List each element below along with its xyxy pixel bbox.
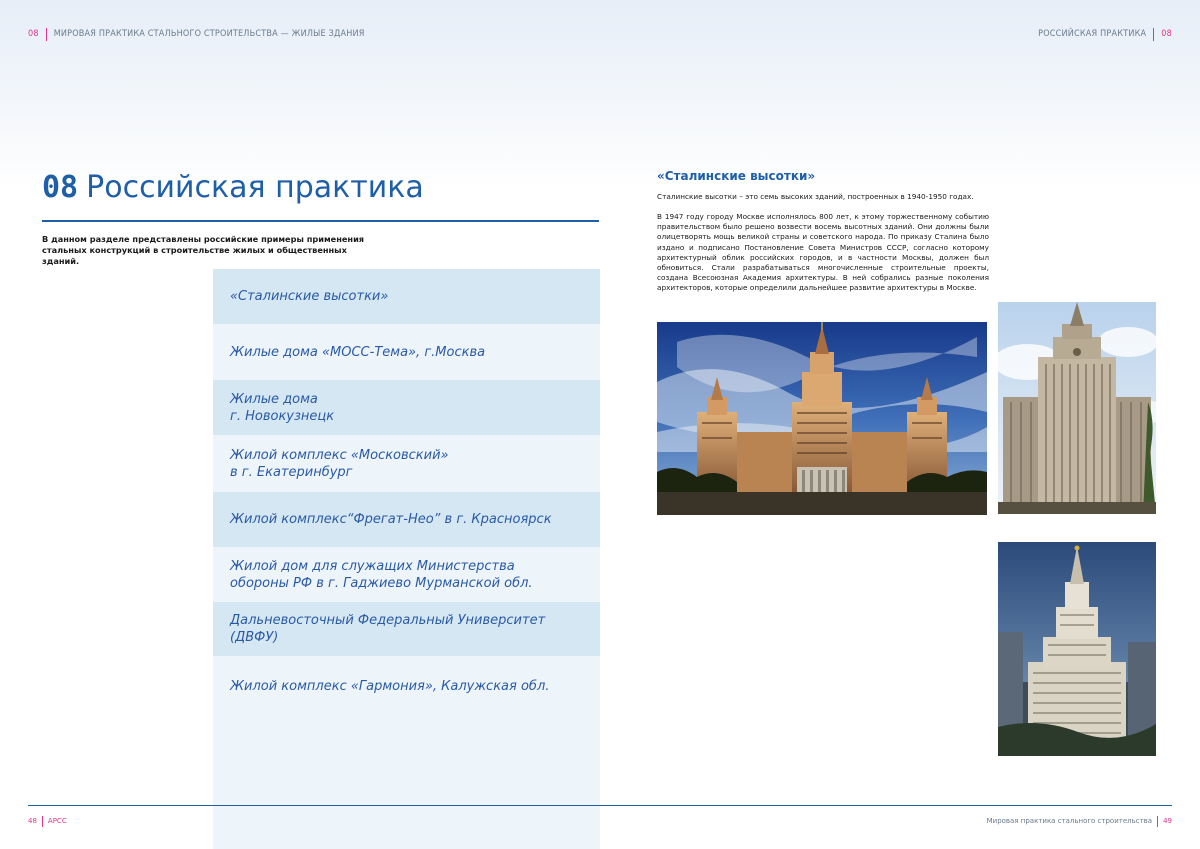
toc-item-label: Жилой комплекс «Гармония», Калужская обл. (230, 679, 550, 694)
section-toc (213, 269, 600, 849)
footer-publisher: АРСС (47, 817, 67, 825)
header-title: МИРОВАЯ ПРАКТИКА СТАЛЬНОГО СТРОИТЕЛЬСТВА — ЖИЛЫЕ ЗДАНИЯ (53, 29, 365, 39)
toc-item-label: Жилые дома г. Новокузнецк (230, 391, 335, 424)
footer-left (28, 815, 67, 827)
msu-building-photo (657, 322, 987, 515)
section-intro: В данном разделе представлены российские примеры применения стальных конструкций в строительстве жилых и общественных зданий. (42, 234, 365, 266)
article-body: В 1947 году городу Москве исполнялось 800 лет, к этому торжественному событию правительством было решено возвести восемь высотных зданий. Они должны были олицетворять мощь великой страны и советского народа. По приказу Сталина было издано и подписано Постановление Совета Министров СССР, согласно которому архитектурный облик российских городов, и в частности Москвы, должен был обновиться. Стали разрабатываться многочисленные строительные проекты, создана Всесоюзная Академия архитектуры. В ней собрались разные поколения архитекторов, которые определили дальнейшее развитие архитектуры в Москве. (657, 212, 989, 293)
toc-item[interactable] (213, 269, 600, 324)
toc-item-label: Жилые дома «МОСС-Тема», г.Москва (230, 344, 486, 360)
toc-item[interactable] (213, 656, 600, 717)
toc-item[interactable] (213, 380, 600, 435)
toc-item[interactable] (213, 547, 600, 602)
footer-right (987, 815, 1172, 827)
header-page-number: 08 (28, 29, 39, 39)
article-heading: «Сталинские высотки» (657, 169, 816, 183)
footer-rule (28, 805, 1172, 806)
section-title-text: Российская практика (86, 170, 424, 205)
toc-item[interactable] (213, 324, 600, 380)
toc-item-label: «Сталинские высотки» (230, 289, 389, 304)
title-rule (42, 220, 599, 222)
toc-item[interactable] (213, 435, 600, 492)
header-divider (1153, 28, 1154, 41)
article-lead: Сталинские высотки – это семь высоких зданий, построенных в 1940-1950 годах. (657, 192, 974, 201)
section-number: 08 (42, 170, 79, 205)
mfa-building-photo (998, 302, 1156, 514)
section-title (42, 170, 424, 205)
header-section-number: 08 (1161, 29, 1172, 39)
toc-item-label: Жилой дом для служащих Министерства обороны РФ в г. Гаджиево Мурманской обл. (230, 558, 533, 591)
footer-page-number: 49 (1163, 817, 1172, 825)
toc-item-label: Жилой комплекс“Фрегат-Нео” в г. Красноярск (230, 512, 552, 527)
running-header-right (1038, 27, 1172, 41)
header-section: РОССИЙСКАЯ ПРАКТИКА (1038, 29, 1147, 39)
toc-item[interactable] (213, 492, 600, 547)
running-header-left (28, 27, 365, 41)
footer-title: Мировая практика стального строительства (986, 817, 1153, 825)
kotelnicheskaya-building-photo (998, 542, 1156, 756)
footer-page-number: 48 (28, 817, 37, 825)
footer-divider (1157, 816, 1158, 827)
toc-item-label: Дальневосточный Федеральный Университет (ДВФУ) (230, 613, 546, 645)
toc-item-label: Жилой комплекс «Московский» в г. Екатеринбург (230, 447, 449, 480)
footer-divider (42, 816, 43, 827)
header-divider (46, 28, 47, 41)
toc-item[interactable] (213, 602, 600, 656)
